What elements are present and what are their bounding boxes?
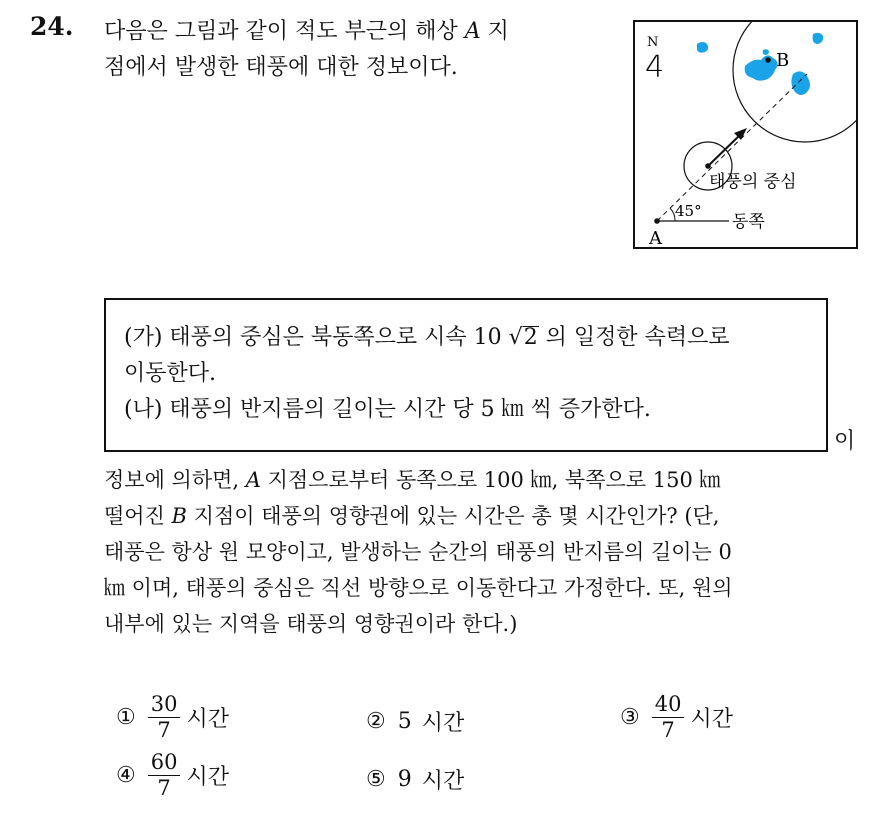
- after-box-text: 이: [834, 429, 856, 454]
- choice-3-unit: 시간: [690, 707, 733, 732]
- info-box-content: [124, 320, 730, 428]
- point-b-dot: [765, 57, 771, 63]
- sqrt-radicand: 2: [523, 325, 538, 350]
- body-line-1b: 지점으로부터 동쪽으로 100 ㎞, 북쪽으로 150 ㎞: [260, 468, 721, 492]
- body-var-b: B: [171, 504, 187, 528]
- body-line-2b: 지점이 태풍의 영향권에 있는 시간은 총 몇 시간인가? (단,: [186, 504, 720, 528]
- land-mass-4: [791, 71, 810, 95]
- choice-5[interactable]: [366, 764, 464, 795]
- choice-3[interactable]: [620, 692, 733, 743]
- label-b: B: [776, 50, 790, 71]
- choice-5-unit: 시간: [421, 769, 465, 794]
- north-label: N: [647, 35, 659, 50]
- typhoon-figure: [633, 20, 858, 249]
- angle-label: 45°: [675, 202, 702, 220]
- body-line-1: [104, 462, 733, 498]
- choice-4-numerator: 60: [148, 750, 181, 776]
- choice-2-number: ②: [366, 709, 386, 734]
- choice-3-denominator: 7: [661, 718, 675, 742]
- choice-5-number: ⑤: [366, 767, 386, 792]
- land-mass-2: [813, 33, 824, 44]
- info-line-3: (나) 태풍의 반지름의 길이는 시간 당 5 ㎞ 씩 증가한다.: [124, 397, 651, 422]
- info-line-1: [124, 320, 730, 356]
- choice-4-fraction: [148, 750, 181, 801]
- info-line-1a: (가) 태풍의 중심은 북동쪽으로 시속 10: [124, 325, 502, 350]
- sqrt-expression: √2: [508, 325, 538, 350]
- body-line-2: [104, 498, 733, 534]
- choice-4-denominator: 7: [157, 776, 171, 800]
- info-line-1b: 의 일정한 속력으로: [538, 325, 730, 350]
- intro-point-a: A: [464, 19, 481, 44]
- question-intro-line-1: [104, 14, 604, 50]
- question-intro-line-2: 점에서 발생한 태풍에 대한 정보이다.: [104, 55, 458, 80]
- choice-4[interactable]: [116, 750, 229, 801]
- choice-3-numerator: 40: [652, 692, 685, 718]
- choice-1[interactable]: [116, 692, 229, 743]
- land-mass-5: [763, 49, 769, 55]
- question-intro: [104, 14, 604, 86]
- choice-1-numerator: 30: [148, 692, 181, 718]
- info-box: [104, 298, 828, 452]
- typhoon-diagram: [635, 22, 858, 249]
- center-label: 태풍의 중심: [709, 172, 797, 192]
- question-number: 24.: [30, 12, 74, 41]
- body-var-a: A: [245, 468, 261, 492]
- land-mass-1: [697, 42, 708, 53]
- choice-1-fraction: [148, 692, 181, 743]
- choice-3-fraction: [652, 692, 685, 743]
- choice-4-unit: 시간: [186, 765, 229, 790]
- info-line-2: 이동한다.: [124, 361, 217, 386]
- choice-3-number: ③: [620, 705, 640, 730]
- intro-text-1a: 다음은 그림과 같이 적도 부근의 해상: [104, 19, 465, 44]
- choice-2[interactable]: [366, 706, 464, 737]
- choice-1-denominator: 7: [157, 718, 171, 742]
- land-masses: [697, 33, 823, 95]
- body-line-4: ㎞ 이며, 태풍의 중심은 직선 방향으로 이동한다고 가정한다. 또, 원의: [104, 576, 733, 600]
- body-line-1a: 정보에 의하면,: [104, 468, 246, 492]
- body-line-5: 내부에 있는 지역을 태풍의 영향권이라 한다.): [104, 612, 518, 636]
- direction-arrow-shaft: [708, 134, 741, 166]
- typhoon-track: [657, 74, 807, 221]
- choice-2-unit: 시간: [421, 711, 465, 736]
- intro-text-1b: 지: [480, 19, 509, 44]
- east-label: 동쪽: [732, 212, 765, 232]
- choice-1-number: ①: [116, 705, 136, 730]
- land-mass-3: [745, 55, 778, 80]
- choice-4-number: ④: [116, 763, 136, 788]
- question-body: [104, 462, 733, 642]
- north-symbol: 4: [645, 50, 665, 85]
- choice-2-value: 5: [397, 709, 412, 734]
- choice-5-value: 9: [397, 767, 412, 792]
- body-line-2a: 떨어진: [104, 504, 172, 528]
- body-line-3: 태풍은 항상 원 모양이고, 발생하는 순간의 태풍의 반지름의 길이는 0: [104, 540, 732, 564]
- typhoon-center-dot: [705, 163, 711, 169]
- label-a: A: [649, 228, 662, 249]
- choice-1-unit: 시간: [186, 707, 229, 732]
